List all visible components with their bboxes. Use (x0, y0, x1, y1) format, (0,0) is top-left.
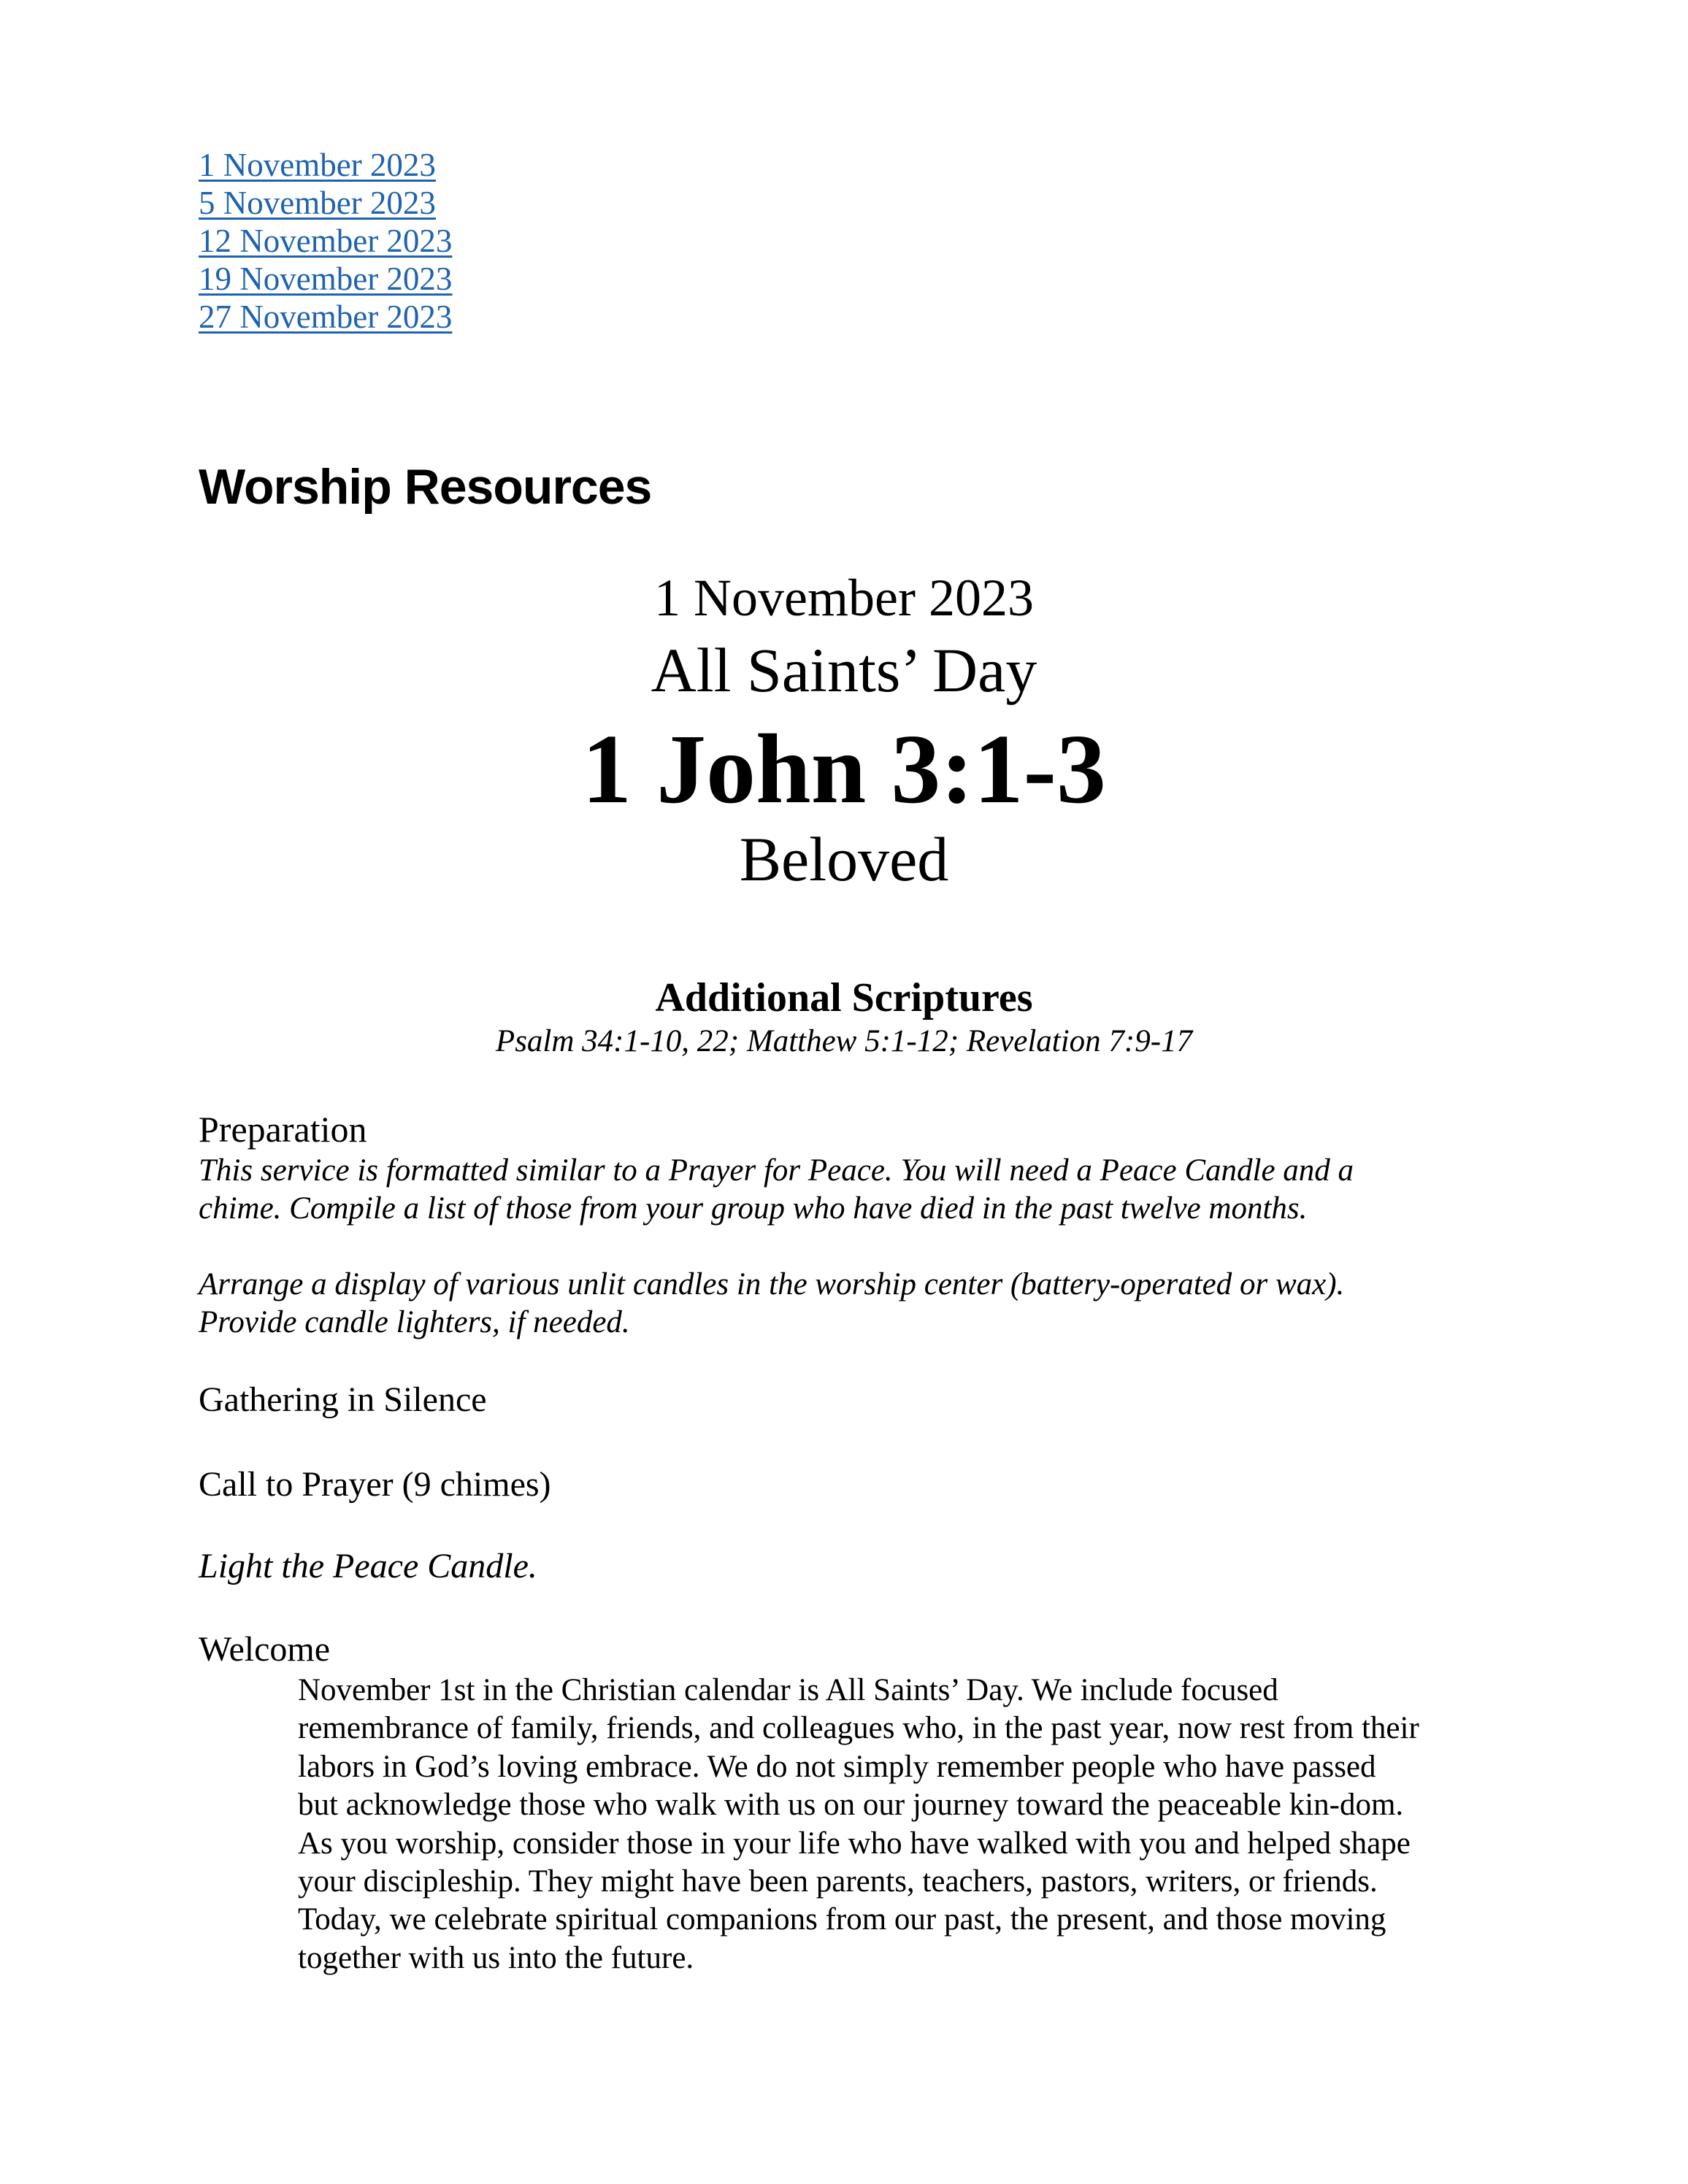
link-nov-1[interactable]: 1 November 2023 (199, 147, 436, 183)
link-nov-5[interactable]: 5 November 2023 (199, 185, 436, 221)
text-line: labors in God’s loving embrace. We do not simply remember people who have passed (298, 1749, 1376, 1784)
scripture-reference: 1 John 3:1-3 (582, 715, 1106, 824)
text-line: chime. Compile a list of those from your group who have died in the past twelve months. (199, 1191, 1308, 1226)
service-day: All Saints’ Day (651, 635, 1037, 705)
additional-scriptures-refs: Psalm 34:1-10, 22; Matthew 5:1-12; Revelation 7:9-17 (495, 1024, 1193, 1058)
text-line: your discipleship. They might have been parents, teachers, pastors, writers, or friends. (298, 1864, 1378, 1899)
text-line: Provide candle lighters, if needed. (199, 1305, 630, 1339)
welcome-heading: Welcome (199, 1630, 331, 1669)
text-line: November 1st in the Christian calendar is All Saints’ Day. We include focused (298, 1673, 1278, 1707)
text-line: As you worship, consider those in your life who have walked with you and helped shape (298, 1826, 1411, 1861)
text-line: but acknowledge those who walk with us on our journey toward the peaceable kin-dom. (298, 1788, 1404, 1823)
link-nov-19[interactable]: 19 November 2023 (199, 261, 453, 297)
text-line: Arrange a display of various unlit candles in the worship center (battery-operated or wax). (199, 1267, 1345, 1301)
text-line: This service is formatted similar to a Prayer for Peace. You will need a Peace Candle and a (199, 1153, 1354, 1188)
text-line: together with us into the future. (298, 1940, 694, 1975)
preparation-text-2 (199, 1266, 1344, 1342)
additional-scriptures-heading: Additional Scriptures (655, 975, 1033, 1020)
service-theme: Beloved (739, 824, 949, 894)
preparation-text-1 (199, 1152, 1354, 1228)
gathering-heading: Gathering in Silence (199, 1380, 487, 1419)
link-nov-27[interactable]: 27 November 2023 (199, 299, 453, 335)
preparation-heading: Preparation (199, 1109, 367, 1150)
call-to-prayer-heading: Call to Prayer (9 chimes) (199, 1465, 551, 1504)
text-line: Today, we celebrate spiritual companions from our past, the present, and those moving (298, 1902, 1386, 1937)
text-line: remembrance of family, friends, and colleagues who, in the past year, now rest from their (298, 1711, 1419, 1746)
service-date: 1 November 2023 (654, 569, 1034, 627)
link-nov-12[interactable]: 12 November 2023 (199, 223, 453, 259)
light-candle-instruction: Light the Peace Candle. (199, 1547, 537, 1585)
welcome-paragraph (298, 1672, 1419, 1977)
page-heading: Worship Resources (199, 459, 652, 515)
date-links (199, 146, 452, 336)
